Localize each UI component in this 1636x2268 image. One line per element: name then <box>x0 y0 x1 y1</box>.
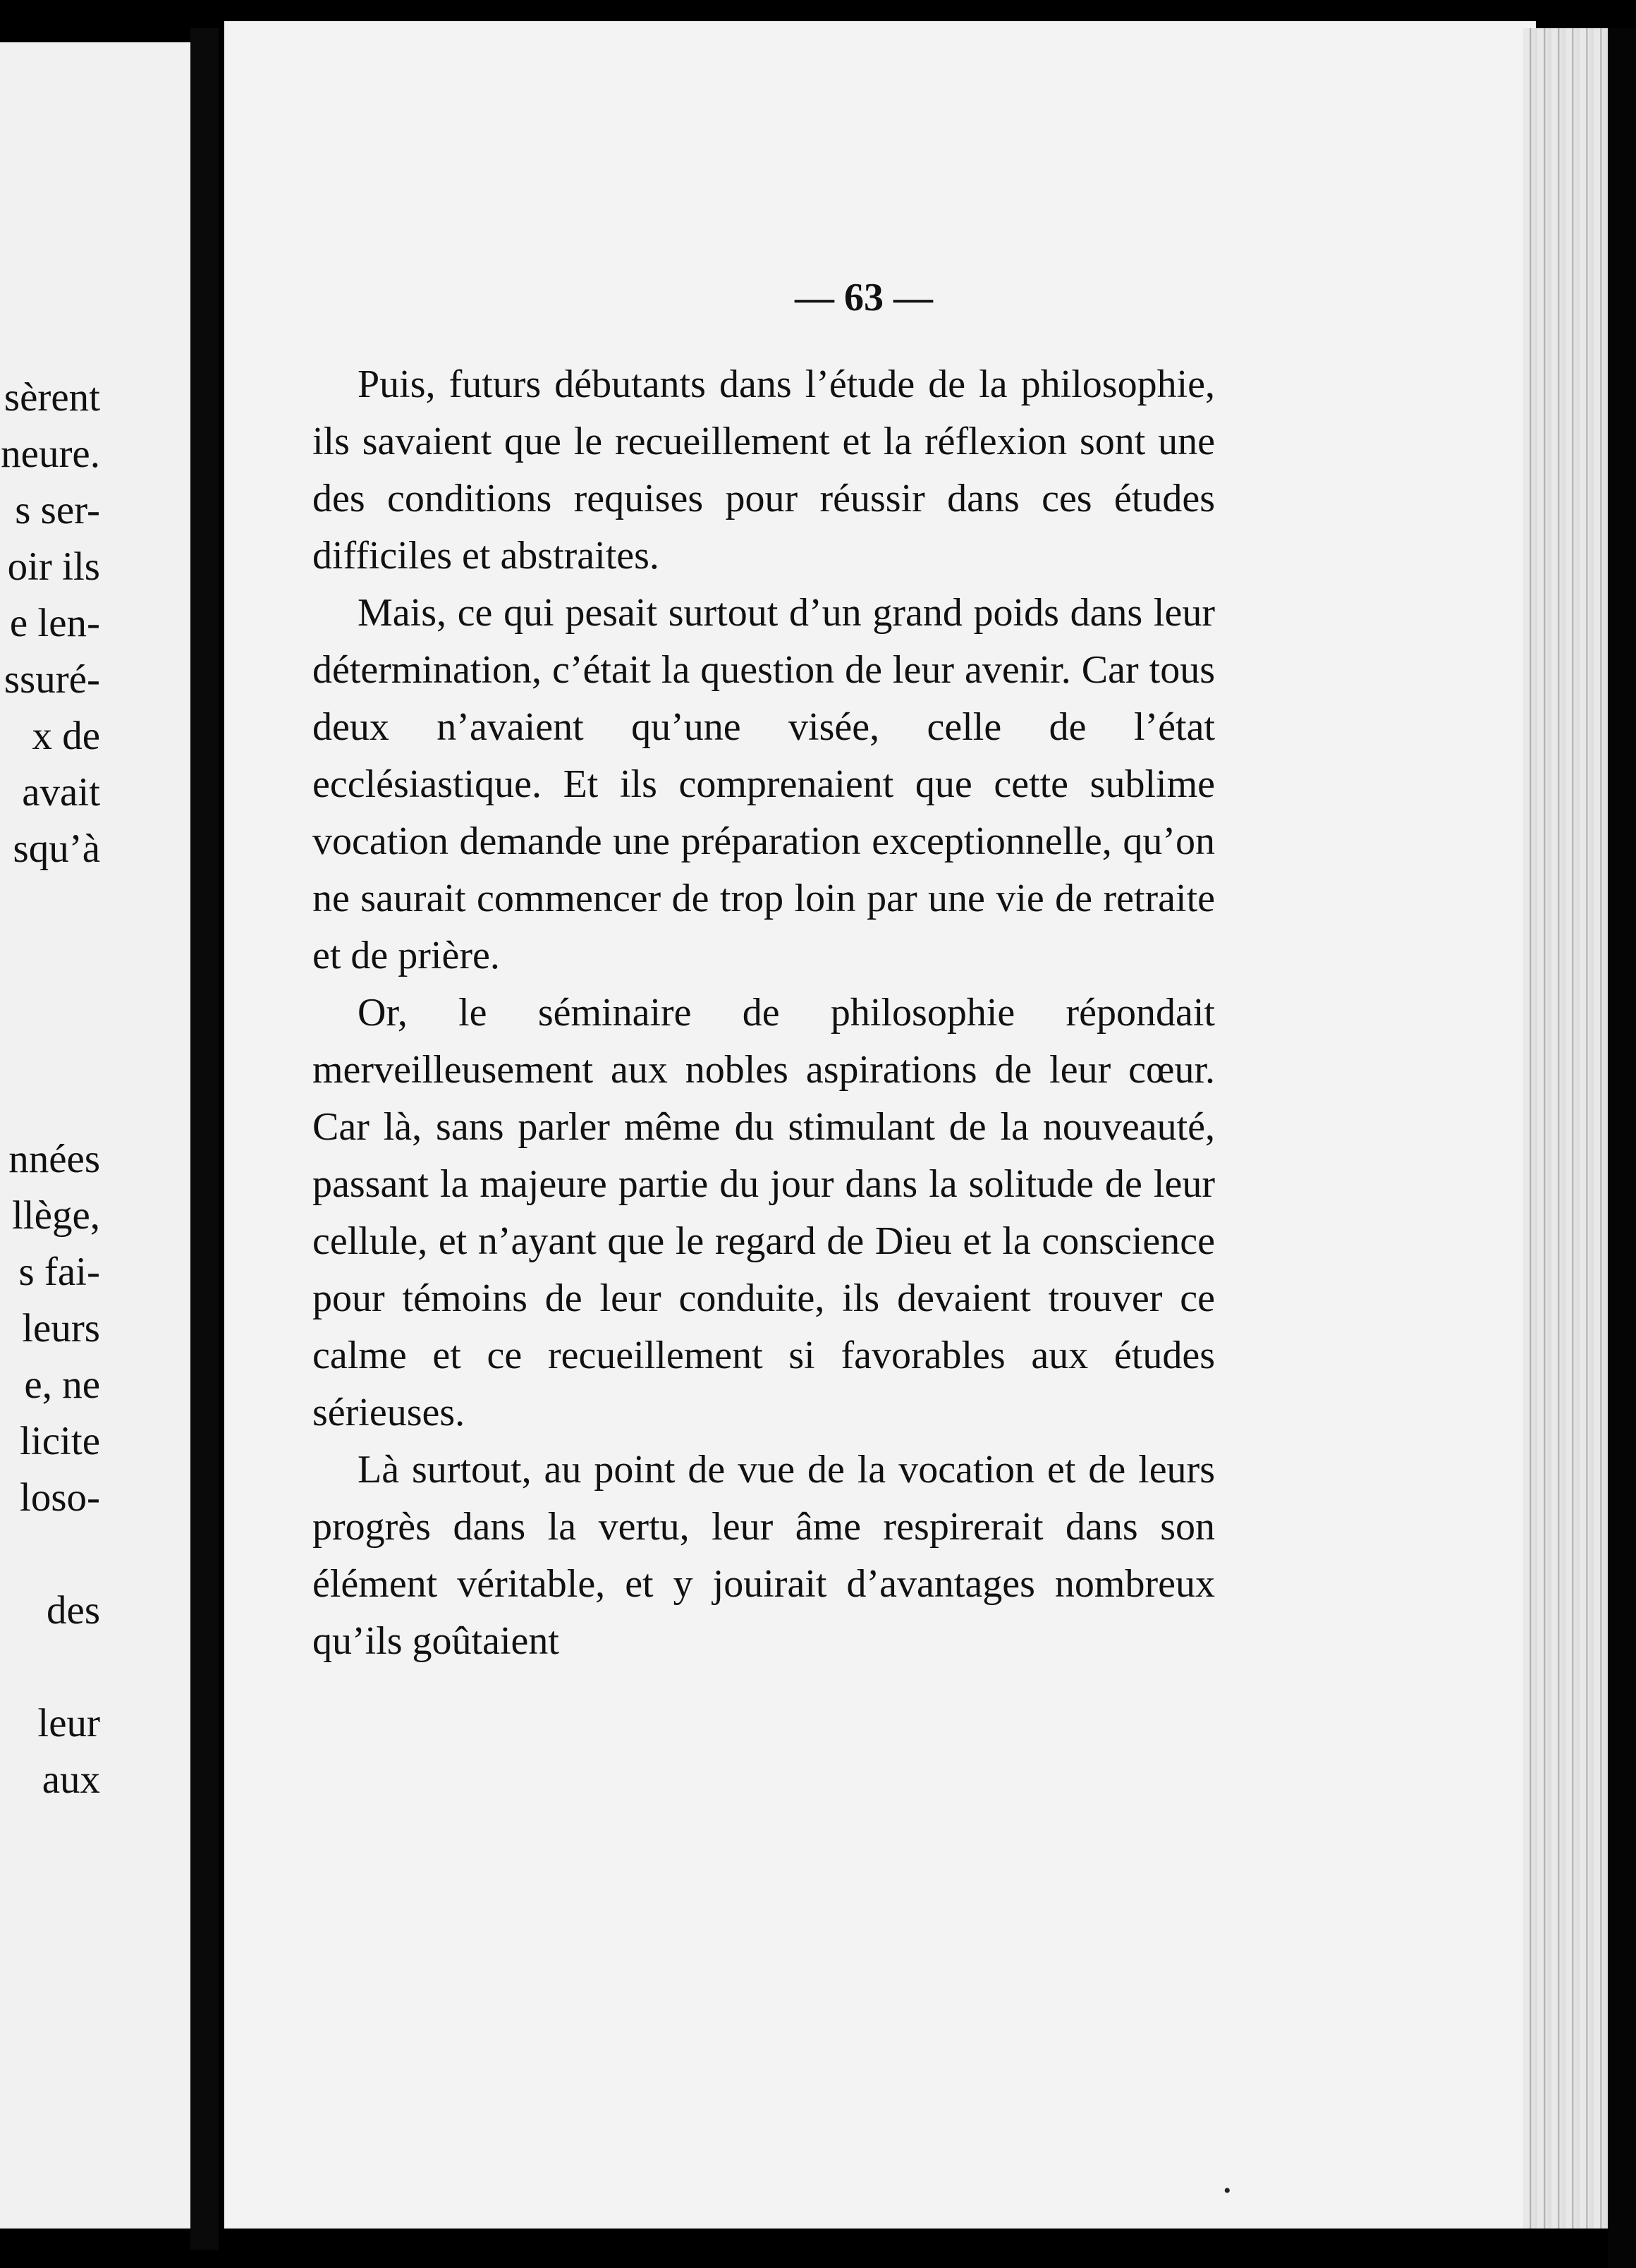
book-gutter <box>190 28 219 2250</box>
left-page-line: llège, <box>11 1193 100 1238</box>
left-page-line: oir ils <box>7 544 100 589</box>
left-page-line: leurs <box>22 1306 100 1351</box>
left-page-line: loso- <box>20 1475 100 1520</box>
left-page-line: leur <box>37 1701 100 1745</box>
previous-page-fragment <box>0 42 190 2229</box>
left-page-line: e len- <box>9 601 100 645</box>
left-page-line: s ser- <box>15 488 100 532</box>
paragraph: Mais, ce qui pesait surtout d’un grand poids dans leur détermination, c’était la question de leur avenir. Car tous deux n’avaient qu’une visée, celle de l’état ecclésiastique. Et ils comprenaient que cette sublime vocation demande une préparation exceptionnelle, qu’on ne saurait commencer de trop loin par une vie de retraite et de prière. <box>312 591 1215 977</box>
left-page-line: sèrent <box>4 375 100 420</box>
speck-mark: • <box>1223 2179 1231 2202</box>
left-page-line: e, ne <box>24 1362 100 1407</box>
left-page-line: avait <box>22 770 100 815</box>
left-page-line: licite <box>20 1419 100 1463</box>
left-page-line: ssuré- <box>4 657 100 702</box>
edge-shadow <box>1608 28 1636 2268</box>
paragraph: Puis, futurs débutants dans l’étude de la philosophie, ils savaient que le recueillement et la réflexion sont une des conditions requises pour réussir dans ces études difficiles et abstraites. <box>312 362 1215 578</box>
paragraph: Là surtout, au point de vue de la vocation et de leurs progrès dans la vertu, leur âme respirerait dans son élément véritable, et y jouirait d’avantages nombreux qu’ils goûtaient <box>312 1448 1215 1663</box>
body-text <box>312 356 1215 1670</box>
page-edges <box>1523 28 1608 2229</box>
left-page-line: nnées <box>8 1137 100 1181</box>
left-page-line: squ’à <box>13 827 100 871</box>
left-page-line: neure. <box>1 432 100 476</box>
page-number: — 63 — <box>795 276 933 319</box>
left-page-line: aux <box>42 1757 100 1802</box>
left-page-line: s fai- <box>18 1250 100 1294</box>
left-page-line: des <box>47 1588 100 1633</box>
left-page-line: x de <box>32 714 100 758</box>
paragraph: Or, le séminaire de philosophie répondait merveilleusement aux nobles aspirations de leur cœur. Car là, sans parler même du stimulant de la nouveauté, passant la majeure partie du jour dans la solitude de leur cellule, et n’ayant que le regard de Dieu et la conscience pour témoins de leur conduite, ils devaient trouver ce calme et ce recueillement si favorables aux études sérieuses. <box>312 991 1215 1434</box>
